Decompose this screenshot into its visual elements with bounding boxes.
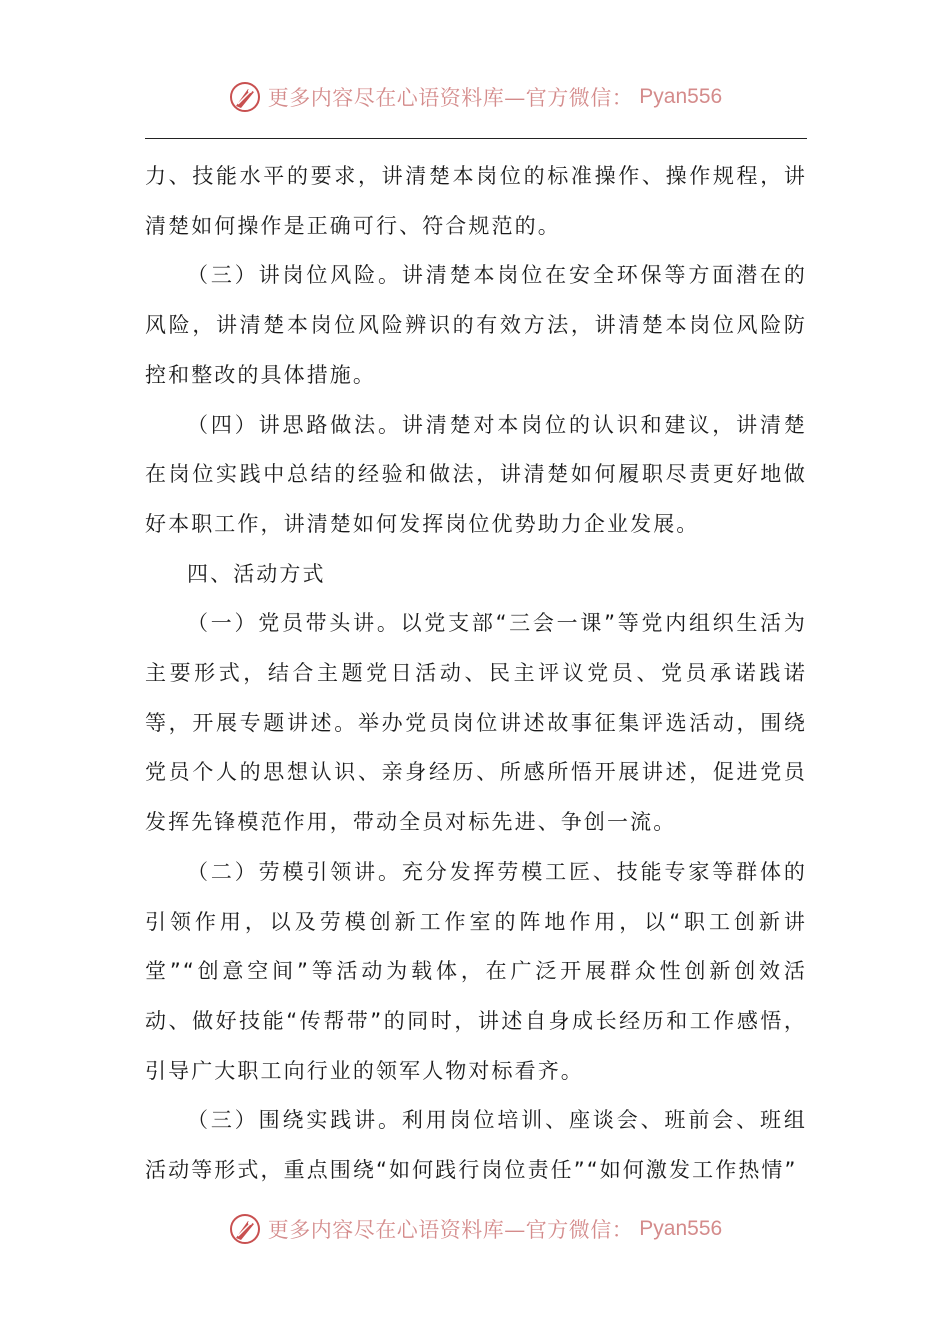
pen-nib-logo-icon [228,1212,262,1246]
paragraph: （三）讲岗位风险。讲清楚本岗位在安全环保等方面潜在的风险，讲清楚本岗位风险辨识的有效方法，讲清楚本岗位风险防控和整改的具体措施。 [145,263,807,387]
header-divider [145,138,807,139]
pen-nib-logo-icon [228,80,262,114]
section-heading: 四、活动方式 [187,561,326,586]
document-body [145,152,807,1196]
paragraph: 力、技能水平的要求，讲清楚本岗位的标准操作、操作规程，讲清楚如何操作是正确可行、符合规范的。 [145,164,807,238]
paragraph: （四）讲思路做法。讲清楚对本岗位的认识和建议，讲清楚在岗位实践中总结的经验和做法，讲清楚如何履职尽责更好地做好本职工作，讲清楚如何发挥岗位优势助力企业发展。 [145,412,807,536]
watermark-text: 更多内容尽在心语资料库—官方微信： [267,1218,634,1242]
watermark-text: 更多内容尽在心语资料库—官方微信： [267,86,634,110]
watermark-wechat-id: Pyan556 [639,1217,723,1240]
paragraph: （三）围绕实践讲。利用岗位培训、座谈会、班前会、班组活动等形式，重点围绕“如何践行岗位责任”“如何激发工作热情” [145,1108,807,1183]
header-watermark [0,80,950,114]
paragraph: （一）党员带头讲。以党支部“三会一课”等党内组织生活为主要形式，结合主题党日活动、民主评议党员、党员承诺践诺等，开展专题讲述。举办党员岗位讲述故事征集评选活动，围绕党员个人的思想认识、亲身经历、所感所悟开展讲述，促进党员发挥先锋模范作用，带动全员对标先进、争创一流。 [145,611,807,835]
footer-watermark [0,1212,950,1246]
watermark-wechat-id: Pyan556 [639,85,723,108]
paragraph: （二）劳模引领讲。充分发挥劳模工匠、技能专家等群体的引领作用，以及劳模创新工作室的阵地作用，以“职工创新讲堂”“创意空间”等活动为载体，在广泛开展群众性创新创效活动、做好技能“传帮带”的同时，讲述自身成长经历和工作感悟，引导广大职工向行业的领军人物对标看齐。 [145,859,807,1083]
